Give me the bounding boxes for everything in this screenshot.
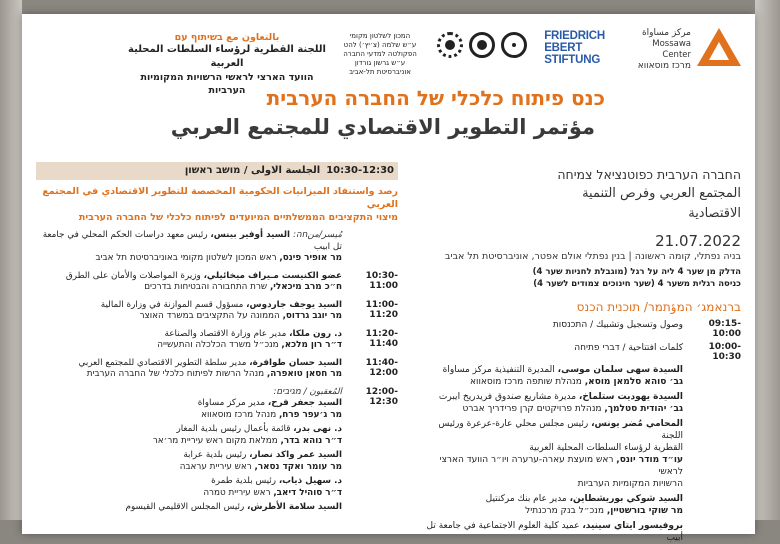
event-date: 21.07.2022 xyxy=(655,232,741,250)
session-topic-ar: رصد واستنفاد الميزانيات الحكومية المخصصة للتطوير الاقتصادي في المجتمع العربي xyxy=(42,186,398,210)
speaker-line: הרשויות המקומיות הערביות xyxy=(577,479,683,489)
committee-cooperation: بالتعاون مع בשיתוף עם xyxy=(174,32,280,43)
speaker-line: السيد شوكي بوريشطاين، مدير عام بنك مركنتيل xyxy=(485,494,683,504)
fes-line-1: FRIEDRICH xyxy=(544,30,605,42)
schedule-list xyxy=(419,319,741,544)
mossawa-text xyxy=(621,28,691,72)
session-row xyxy=(36,358,398,381)
schedule-time: 09:15-10:00 xyxy=(708,319,741,339)
tau-emblem-icon xyxy=(501,32,527,58)
speaker-line: المحامي مُضر يونس، رئيس مجلس محلي عارة-عرعرة ورئيس اللجنة xyxy=(438,419,683,441)
speaker-line: גב׳ יהודית סטלמך, מנהלת פרויקטים קרן פרידריך אברט xyxy=(462,404,683,414)
session-row xyxy=(36,271,398,294)
program-title: ברנאמג׳ המؤתמר/ תוכנית הכנס xyxy=(576,300,741,314)
session-row-body: د. رون ملكا، مدير عام وزارة الاقتصاد والصناعة ד״ר רון מלכא, מנכ״ל משרד הכלכלה והתעשייה xyxy=(157,328,342,350)
logo-row xyxy=(22,28,755,96)
schedule-time: 10:00-10:30 xyxy=(708,342,741,362)
tau-institute-text xyxy=(335,32,425,77)
mossawa-logo xyxy=(621,28,741,72)
session-row-time: 11:40-12:00 xyxy=(365,357,398,378)
session-time: 10:30-12:30 xyxy=(326,165,394,176)
committee-name-he: הוועד הארצי לראשי הרשויות המקומיות הערביות xyxy=(140,72,314,96)
tau-line: ע״ש שלמה (צ׳יץ׳) להט xyxy=(343,41,417,49)
left-column xyxy=(36,162,398,514)
left-margin-shadow xyxy=(0,0,22,520)
schedule-speakers xyxy=(419,364,683,544)
session-row-body: عضو الكنيست مـيراف ميخائيلي، وزيرة المواصلات والأمان على الطرق ח״כ מרב מיכאלי, שרת התחבורה והבטיחות בדרכים xyxy=(65,270,342,292)
session-row-time: 12:00-12:30 xyxy=(365,386,398,407)
subtitle-hebrew: החברה הערבית כפוטנציאל צמיחה xyxy=(557,167,741,182)
session-row-body: السيد يوجف جاردوس، مسؤول قسم الموازنة في وزارة المالية מר יוגב גרדוס, הממונה על התקציבים במשרד האוצר xyxy=(100,299,342,321)
session-row xyxy=(36,387,398,514)
speaker-line: מר שוקי בורשטיין, מנכ״ל בנק מרכנתיל xyxy=(525,506,683,516)
gear-logo-icon xyxy=(469,32,495,58)
right-margin-shadow xyxy=(755,0,780,520)
session-row-time: 10:30-11:00 xyxy=(365,270,398,291)
subtitle-arabic-1: المجتمع العربي وفرص التنمية xyxy=(582,186,741,201)
schedule-text: وصول وتسجيل وتشبيك / התכנסות xyxy=(552,320,683,330)
session-row-time: 11:20-11:40 xyxy=(365,328,398,349)
speaker-line: עו״ד מודר יונס, ראש מועצת עארה-ערערה ויו״ר הוועד הארצי לראשי xyxy=(439,455,683,477)
schedule-row xyxy=(419,342,741,362)
speaker-line: القطرية لرؤساء السلطات المحلية العربية xyxy=(529,443,683,453)
session-row-time xyxy=(342,230,398,265)
session-row-body: مُيسر/منחה: السيد أوفير بينس، رئيس معهد دراسات الحكم المحلي في جامعة تل ابيب מר אופיר פינס, ראש המכון לשלטון מקומי באוניברסיטת תל אביב xyxy=(42,230,342,263)
schedule-row xyxy=(419,364,741,544)
sun-logo-icon xyxy=(437,32,463,58)
right-column xyxy=(419,166,741,544)
committee-name-ar: اللجنة القطرية لرؤساء السلطات المحلية العربية xyxy=(128,44,326,69)
tau-line: הפקולטה למדעי החברה xyxy=(343,50,417,58)
schedule-row xyxy=(419,319,741,339)
schedule-time-empty xyxy=(683,364,741,544)
session-row-body: المُعقبون / מגיבים: السيد جعفر فرح، مدير مركز مساواة מר ג׳עפר פרח, מנהל מרכז מוסאווא د. نهى بدر، قائمة بأعمال رئيس بلدية المغار ד״ר נוהא בדר, ממלאת מקום ראש עיריית מר׳אר السيد عمر واكد نصار، رئيس بلدية عرابة מר עומר ואקד נסאר, ראש עיריית עראבה د. سهيل ذياب، رئيس بلدية طمرة ד״ר סוהיל דיאב, ראש עיריית טמרה السيد سلامة الأطرش، رئيس المجلس الاقليمي القيسوم xyxy=(125,386,342,512)
title-arabic: مؤتمر التطوير الاقتصادي للمجتمع العربي xyxy=(170,115,595,139)
session-row-time: 11:00-11:20 xyxy=(365,299,398,320)
speaker-line: السيدة يهوديت ستلماخ، مديرة مشاريع صندوق فريدريخ ايبرت xyxy=(438,392,683,402)
session-row-body: السيد حسان طوافرة، مدير سلطة التطوير الاقتصادي للمجتمع العربي מר חסאן טואפרה, מנהל הרשות לפיתוח כלכלי של החברה הערבית xyxy=(78,357,342,379)
document-page xyxy=(22,14,755,543)
mossawa-name-ar: مركز مساواة xyxy=(641,28,691,38)
tau-line: אוניברסיטת תל-אביב xyxy=(349,68,411,76)
event-venue: בניה נפתלי, קומה ראשונה | בנין נפתלי אולם אפטר, אוניברסיטת תל אביב xyxy=(444,251,741,262)
speaker-line: السيدة سهى سلمان موسى، المديرة التنفيذية مركز مساواة xyxy=(442,365,683,375)
university-logos xyxy=(437,32,527,58)
session-row xyxy=(36,230,398,265)
speaker-line: بروفيسور ايتاي سينيد، عميد كلية العلوم الاجتماعية في جامعة تل أبيب xyxy=(426,521,683,543)
mossawa-mark-icon xyxy=(697,28,741,68)
schedule-text: كلمات افتتاحية / דברי פתיחה xyxy=(574,343,683,353)
title-hebrew: כנס פיתוח כלכלי של החברה הערבית xyxy=(266,86,605,110)
session-row xyxy=(36,329,398,352)
subtitle-arabic-2: الاقتصادية xyxy=(688,206,741,221)
speaker-line: גב׳ סוהא סלמאן מוסא, מנהלת שותפה מרכז מוסאווא xyxy=(470,377,683,387)
entry-note-2: כניסה רגלית משער 4 (שער חינוכים צמודים לשער 4) xyxy=(533,279,741,289)
tau-line: ע״ש גרשון גורדון xyxy=(354,59,406,67)
fes-line-2: EBERT xyxy=(544,42,583,54)
mossawa-name-he: מרכז מוסאווא xyxy=(637,61,691,71)
mossawa-name-en: Mossawa Center xyxy=(652,39,691,60)
tau-line: המכון לשלטון מקומי xyxy=(349,32,411,40)
fes-logo xyxy=(544,30,605,66)
entry-note-1: הדלק מן שער 4 ליה על רגל (מוגבלת לחניות שער 4) xyxy=(532,267,741,277)
session-label: الجلسة الاولى / מושב ראשון xyxy=(184,165,321,176)
session-header xyxy=(36,162,398,180)
session-row xyxy=(36,300,398,323)
fes-line-3: STIFTUNG xyxy=(544,54,601,66)
session-topic-he: מיצוי התקציבים הממשלתיים המיועדים לפיתוח כלכלי של החברה הערבית xyxy=(78,212,398,223)
